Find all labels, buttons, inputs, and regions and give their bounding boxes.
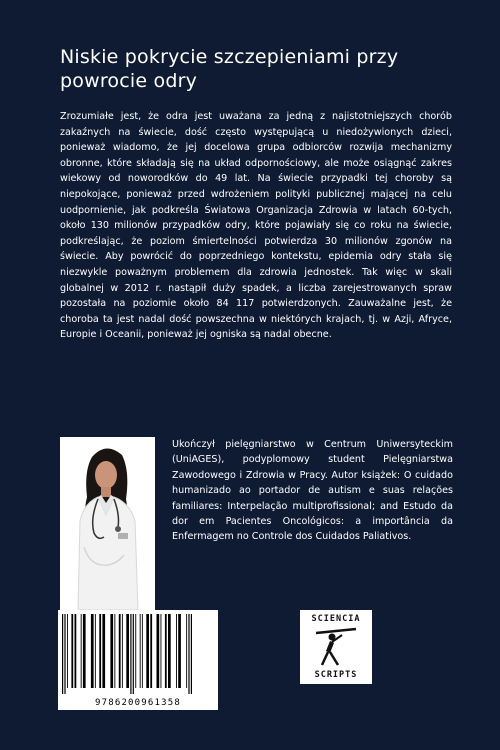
author-photo bbox=[60, 437, 155, 610]
book-description: Zrozumiałe jest, że odra jest uważana za jedną z najistotniejszych chorób zakaźnych na świecie, dość często występującą u niedożywionych dzieci, ponieważ wiadomo, że jej docelowa grupa odbiorców rozwija mechanizmy obronne, które składają się na układ odpornościowy, ale może osiągnąć zakres wiekowy od noworodków do 49 lat. Na świecie przypadki tej choroby są niepokojące, ponieważ przed wdrożeniem polityki publicznej mającej na celu uodpornienie, jak podkreśla Światowa Organizacja Zdrowia w latach 60-tych, około 130 milionów przypadków odry, które pojawiały się co roku na świecie, podkreślając, że poziom śmiertelności potwierdza 30 milionów zgonów na świecie. Aby powrócić do poprzedniego kontekstu, epidemia odry stała się niezwykle poważnym problemem dla zdrowia jednostek. Tak więc w skali globalnej w 2012 r. nastąpił duży spadek, a liczba zarejestrowanych spraw pozostała na poziomie około 84 117 potwierdzonych. Zauważalne jest, że choroba ta jest nadal dość powszechna w niektórych krajach, tj. w Azji, Afryce, Europie i Oceanii, ponieważ jej ogniska są nadal obecne. bbox=[60, 111, 452, 341]
isbn-number: 9786200961358 bbox=[94, 698, 182, 708]
barcode-bars bbox=[58, 610, 218, 695]
author-bio: Ukończył pielęgniarstwo w Centrum Uniwersyteckim (UniAGES), podyplomowy student Pielęgniarstwa Zawodowego i Zdrowia w Pracy. Autor książek: O cuidado humanizado ao portador de autism e suas relações familiares: Interpelação multiprofissional; and Estudo da dor em Pacientes Oncológicos: a importância da Enfermagem no Controle dos Cuidados Paliativos. bbox=[172, 439, 453, 543]
book-title: Niskie pokrycie szczepieniami przy powrocie odry bbox=[60, 46, 399, 92]
publisher-name-bottom: SCRIPTS bbox=[314, 670, 358, 680]
isbn-barcode bbox=[58, 610, 218, 710]
author-portrait-image bbox=[60, 437, 155, 610]
publisher-logo bbox=[300, 610, 372, 684]
publisher-name-top: SCIENCIA bbox=[311, 614, 361, 624]
scholar-figure-icon bbox=[312, 625, 360, 669]
